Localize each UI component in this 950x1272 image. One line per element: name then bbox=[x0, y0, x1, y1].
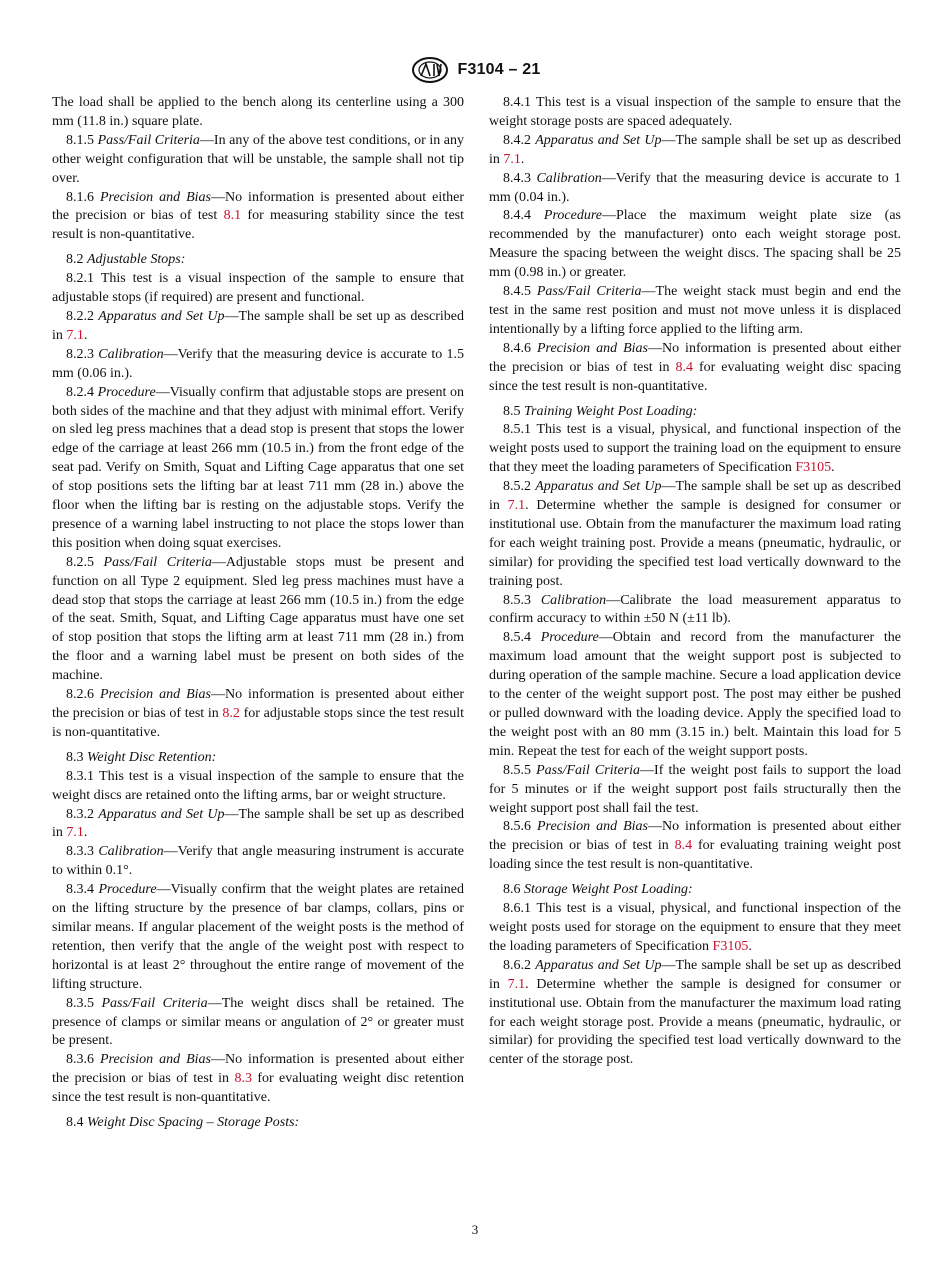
paragraph-text: . bbox=[83, 825, 88, 841]
section-number: 8.2 bbox=[66, 252, 84, 268]
paragraph-text: —No information is presented about either the precision or bias of test in bbox=[52, 1052, 465, 1087]
paragraph bbox=[52, 189, 464, 246]
subsection-title: Apparatus and Set Up bbox=[535, 132, 662, 148]
section-number: 8.4.3 bbox=[503, 170, 531, 186]
subsection-title: Procedure bbox=[540, 630, 599, 646]
paragraph bbox=[489, 957, 901, 1070]
subsection-title: Apparatus and Set Up bbox=[98, 308, 225, 324]
paragraph-text: for evaluating weight disc retention since the test result is non-quantitative. bbox=[52, 1071, 464, 1106]
subsection-title: Pass/Fail Criteria bbox=[536, 762, 641, 778]
section-number: 8.3.4 bbox=[66, 882, 94, 898]
subsection-title: Apparatus and Set Up bbox=[535, 479, 662, 495]
subsection-title: Calibration bbox=[536, 170, 602, 186]
paragraph-text: —No information is presented about either the precision or bias of test bbox=[52, 189, 465, 224]
paragraph-text: The load shall be applied to the bench along its centerline using a 300 mm (11.8 in.) square plate. bbox=[52, 95, 464, 129]
subsection-title: Calibration bbox=[540, 592, 607, 608]
paragraph bbox=[489, 762, 901, 819]
cross-reference-link[interactable]: 8.2 bbox=[222, 706, 240, 721]
paragraph-text: —No information is presented about either the precision or bias of test in bbox=[489, 340, 902, 375]
section-number: 8.2.1 bbox=[66, 271, 94, 287]
paragraph-text: —The weight stack must begin and end the test in the same rest position and must not move unless it is displaced intentionally by a lifting force applied to the lifting arm. bbox=[489, 284, 902, 337]
section-number: 8.4.5 bbox=[503, 284, 531, 300]
cross-reference-link[interactable]: 7.1 bbox=[66, 327, 84, 343]
paragraph-text: for evaluating weight disc spacing since the test result is non-quantitative. bbox=[489, 359, 901, 394]
paragraph-text: —No information is presented about either the precision or bias of test in bbox=[489, 819, 902, 854]
section-number: 8.4.2 bbox=[503, 132, 531, 148]
paragraph-text: This test is a visual, physical, and functional inspection of the weight posts used for storage on the equipment to ensure that they meet the loading parameters of Specification bbox=[489, 901, 902, 954]
section-number: 8.5.6 bbox=[503, 819, 531, 835]
paragraph bbox=[52, 94, 464, 132]
paragraph-text: —Verify that angle measuring instrument is accurate to within 0.1°. bbox=[52, 844, 464, 879]
cross-reference-link[interactable]: 8.4 bbox=[674, 838, 693, 854]
cross-reference-link[interactable]: 7.1 bbox=[507, 498, 526, 514]
paragraph bbox=[52, 346, 464, 384]
subsection-title: Calibration bbox=[98, 844, 164, 860]
section-number: 8.5.4 bbox=[503, 630, 531, 646]
paragraph-text: —Place the maximum weight plate size (as recommended by the manufacturer) onto each weight storage post. Measure the spacing between the weight discs. The spacing shall be 25 mm (0.98 in.) or greater. bbox=[489, 208, 901, 281]
page-number: 3 bbox=[471, 1222, 479, 1237]
section-number: 8.3 bbox=[66, 749, 84, 765]
paragraph-text: . bbox=[83, 327, 88, 343]
left-column bbox=[52, 94, 464, 1133]
subsection-title: Precision and Bias bbox=[536, 340, 648, 356]
paragraph bbox=[52, 1051, 464, 1108]
cross-reference-link[interactable]: F3105 bbox=[712, 938, 749, 954]
subsection-title: Pass/Fail Criteria bbox=[103, 554, 212, 570]
paragraph-text: —The sample shall be set up as described in bbox=[489, 479, 901, 514]
section-number: 8.2.3 bbox=[66, 346, 94, 362]
paragraph-text: —No information is presented about either the precision or bias of test in bbox=[52, 687, 465, 721]
paragraph-text: . bbox=[748, 938, 752, 954]
paragraph-text: —Visually confirm that the weight plates are retained on the lifting structure by the presence of bar clamps, collars, pins or similar means. If angular placement of the weight posts is the method of retention, then verify that the angle of the weight post with respect to horizontal is at least 2° throughout the entire range of movement of the lifting structure. bbox=[52, 882, 464, 992]
subsection-title: Pass/Fail Criteria bbox=[101, 995, 208, 1011]
section-heading bbox=[52, 749, 464, 768]
cross-reference-link[interactable]: 7.1 bbox=[66, 825, 84, 841]
paragraph-text: for evaluating training weight post loading since the test result is non-quantitative. bbox=[489, 838, 901, 873]
section-number: 8.6.1 bbox=[503, 901, 531, 917]
section-number: 8.3.3 bbox=[66, 844, 94, 860]
paragraph bbox=[489, 818, 901, 875]
paragraph-text: —The sample shall be set up as described in bbox=[489, 957, 901, 992]
paragraph-text: —If the weight post fails to support the load for 5 minutes or if the weight support post fails structurally then the weight support post shall fail the test. bbox=[489, 762, 902, 816]
paragraph-text: . Determine whether the sample is designed for consumer or institutional use. Obtain from the manufacturer the maximum load rating for each weight storage post. Provide a means (pneumatic, hydraulic, or similar) for providing the specified test load vertically downward to the center of the storage post. bbox=[489, 976, 901, 1068]
paragraph bbox=[489, 207, 901, 283]
section-number: 8.3.2 bbox=[66, 806, 94, 822]
subsection-title: Precision and Bias bbox=[99, 189, 211, 205]
paragraph-text: —Verify that the measuring device is accurate to 1 mm (0.04 in.). bbox=[489, 170, 902, 205]
subsection-title: Pass/Fail Criteria bbox=[97, 132, 200, 148]
paragraph-text: This test is a visual inspection of the sample to ensure that adjustable stops (if required) are present and functional. bbox=[52, 271, 464, 306]
paragraph-text: —Obtain and record from the manufacturer the maximum load amount that the weight support post is subjected to during operation of the sample machine. Secure a load application device to the center of the weight support post. The post may either be pushed or pulled downward with the loading device. Apply the specified load to the weight post with an 80 mm (3.15 in.) belt. Maintain this load for 5 min. Repeat the test for each of the weight support posts. bbox=[489, 630, 901, 759]
paragraph bbox=[489, 132, 901, 170]
paragraph-text: —Verify that the measuring device is accurate to 1.5 mm (0.06 in.). bbox=[52, 346, 465, 381]
subsection-title: Pass/Fail Criteria bbox=[536, 284, 642, 300]
section-number: 8.4.4 bbox=[503, 208, 531, 224]
section-title: Training Weight Post Loading: bbox=[524, 403, 698, 419]
paragraph-text: —The sample shall be set up as described in bbox=[52, 308, 464, 343]
paragraph-text: —Adjustable stops must be present and function on all Type 2 equipment. Sled leg press machines must have a dead stop that stops the carriage at least 266 mm (10.5 in.) from the edge of the seat. Smith, Squat, and Lifting Cage apparatus must have one set of stop position that stops the lifting arm at least 711 mm (28 in.) from the floor and a warning label must be present on both sides of the machine. bbox=[52, 554, 464, 684]
subsection-title: Procedure bbox=[543, 208, 602, 224]
paragraph bbox=[52, 881, 464, 994]
section-heading bbox=[489, 881, 901, 900]
cross-reference-link[interactable]: 8.4 bbox=[675, 359, 694, 375]
paragraph bbox=[52, 270, 464, 308]
paragraph-text: —In any of the above test conditions, or in any other weight configuration that will be unstable, the sample shall not tip over. bbox=[52, 132, 464, 186]
paragraph-text: . Determine whether the sample is designed for consumer or institutional use. Obtain from the manufacturer the maximum load rating for each weight training post. Provide a means (pneumatic, hydraulic, or similar) for providing the specified test load vertically downward to the training post. bbox=[489, 498, 901, 589]
paragraph-text: for measuring stability since the test result is non-quantitative. bbox=[52, 208, 465, 243]
paragraph bbox=[489, 900, 901, 957]
section-number: 8.3.1 bbox=[66, 768, 94, 784]
section-title: Weight Disc Retention: bbox=[87, 749, 217, 765]
document-designation: F3104 – 21 bbox=[457, 61, 541, 78]
section-heading bbox=[489, 403, 901, 422]
paragraph bbox=[489, 421, 901, 478]
paragraph-text: for adjustable stops since the test result is non-quantitative. bbox=[52, 706, 464, 740]
paragraph bbox=[489, 592, 901, 630]
paragraph bbox=[489, 629, 901, 761]
subsection-title: Procedure bbox=[98, 882, 157, 898]
page-header bbox=[0, 56, 950, 84]
paragraph bbox=[489, 283, 901, 340]
section-number: 8.4 bbox=[66, 1115, 84, 1131]
paragraph bbox=[52, 768, 464, 806]
section-number: 8.2.5 bbox=[66, 554, 94, 570]
paragraph-text: —The weight discs shall be retained. The presence of clamps or similar means or angulation of 2° or greater must be present. bbox=[52, 995, 464, 1049]
cross-reference-link[interactable]: 7.1 bbox=[503, 151, 521, 167]
paragraph-text: This test is a visual inspection of the sample to ensure that the weight discs are retained onto the lifting arms, bar or weight structure. bbox=[52, 768, 464, 803]
paragraph bbox=[52, 995, 464, 1052]
subsection-title: Apparatus and Set Up bbox=[535, 957, 662, 973]
section-number: 8.5 bbox=[503, 403, 521, 419]
paragraph bbox=[52, 686, 464, 743]
paragraph-text: —The sample shall be set up as described in bbox=[489, 132, 901, 167]
section-heading bbox=[52, 251, 464, 270]
section-number: 8.2.6 bbox=[66, 687, 94, 703]
paragraph bbox=[52, 384, 464, 554]
subsection-title: Apparatus and Set Up bbox=[98, 806, 225, 822]
subsection-title: Precision and Bias bbox=[536, 819, 648, 835]
paragraph bbox=[52, 132, 464, 189]
paragraph bbox=[52, 554, 464, 686]
cross-reference-link[interactable]: 8.1 bbox=[223, 208, 242, 224]
paragraph bbox=[489, 340, 901, 397]
paragraph bbox=[52, 806, 464, 844]
section-number: 8.4.6 bbox=[503, 340, 531, 356]
subsection-title: Precision and Bias bbox=[99, 1052, 211, 1068]
section-heading bbox=[52, 1114, 464, 1133]
paragraph-text: —Visually confirm that adjustable stops are present on both sides of the machine and that they adjust with minimal effort. Verify on sled leg press machines that a dead stop is present that stops the lower edge of the carriage at least 266 mm (10.5 in.) from the front edge of the seat pad. Verify on Smith, Squat and Lifting Cage apparatus that one set of stop positions sets the lifting bar at least 711 mm (28 in.) above the floor when the lifting bar is resting on the adjustable stops. Verify the presence of a warning label instructing to not place the stops lower than this position when doing squat exercises. bbox=[52, 384, 464, 551]
cross-reference-link[interactable]: 8.3 bbox=[234, 1071, 252, 1087]
paragraph-text: —The sample shall be set up as described in bbox=[52, 806, 464, 841]
section-number: 8.5.5 bbox=[503, 762, 531, 778]
paragraph bbox=[489, 94, 901, 132]
right-column bbox=[489, 94, 901, 1070]
section-number: 8.2.4 bbox=[66, 384, 94, 400]
section-number: 8.5.1 bbox=[503, 422, 531, 438]
cross-reference-link[interactable]: 7.1 bbox=[507, 976, 526, 992]
paragraph-text: This test is a visual, physical, and functional inspection of the weight posts used to support the training load on the equipment to ensure that they meet the loading parameters of Specification bbox=[489, 422, 902, 476]
section-number: 8.2.2 bbox=[66, 308, 94, 324]
paragraph bbox=[52, 843, 464, 881]
paragraph bbox=[489, 170, 901, 208]
section-number: 8.1.5 bbox=[66, 132, 94, 148]
section-number: 8.5.3 bbox=[503, 592, 531, 608]
paragraph-text: . bbox=[831, 460, 835, 476]
paragraph-text: . bbox=[520, 151, 525, 167]
section-number: 8.3.6 bbox=[66, 1052, 94, 1068]
section-number: 8.6 bbox=[503, 882, 521, 898]
section-title: Storage Weight Post Loading: bbox=[524, 882, 693, 898]
subsection-title: Precision and Bias bbox=[99, 687, 211, 703]
paragraph bbox=[489, 478, 901, 591]
section-number: 8.5.2 bbox=[503, 479, 531, 495]
paragraph-text: —Calibrate the load measurement apparatus to confirm accuracy to within ±50 N (±11 lb). bbox=[489, 592, 901, 627]
section-number: 8.3.5 bbox=[66, 995, 94, 1011]
astm-logo-icon bbox=[410, 56, 450, 84]
subsection-title: Procedure bbox=[97, 384, 156, 400]
section-title: Weight Disc Spacing – Storage Posts: bbox=[87, 1115, 300, 1131]
subsection-title: Calibration bbox=[98, 346, 164, 362]
paragraph-text: This test is a visual inspection of the sample to ensure that the weight storage posts are spaced adequately. bbox=[489, 95, 901, 129]
section-number: 8.6.2 bbox=[503, 957, 531, 973]
section-number: 8.4.1 bbox=[503, 95, 531, 110]
cross-reference-link[interactable]: F3105 bbox=[795, 460, 832, 476]
section-number: 8.1.6 bbox=[66, 189, 94, 205]
section-title: Adjustable Stops: bbox=[87, 252, 186, 268]
paragraph bbox=[52, 308, 464, 346]
